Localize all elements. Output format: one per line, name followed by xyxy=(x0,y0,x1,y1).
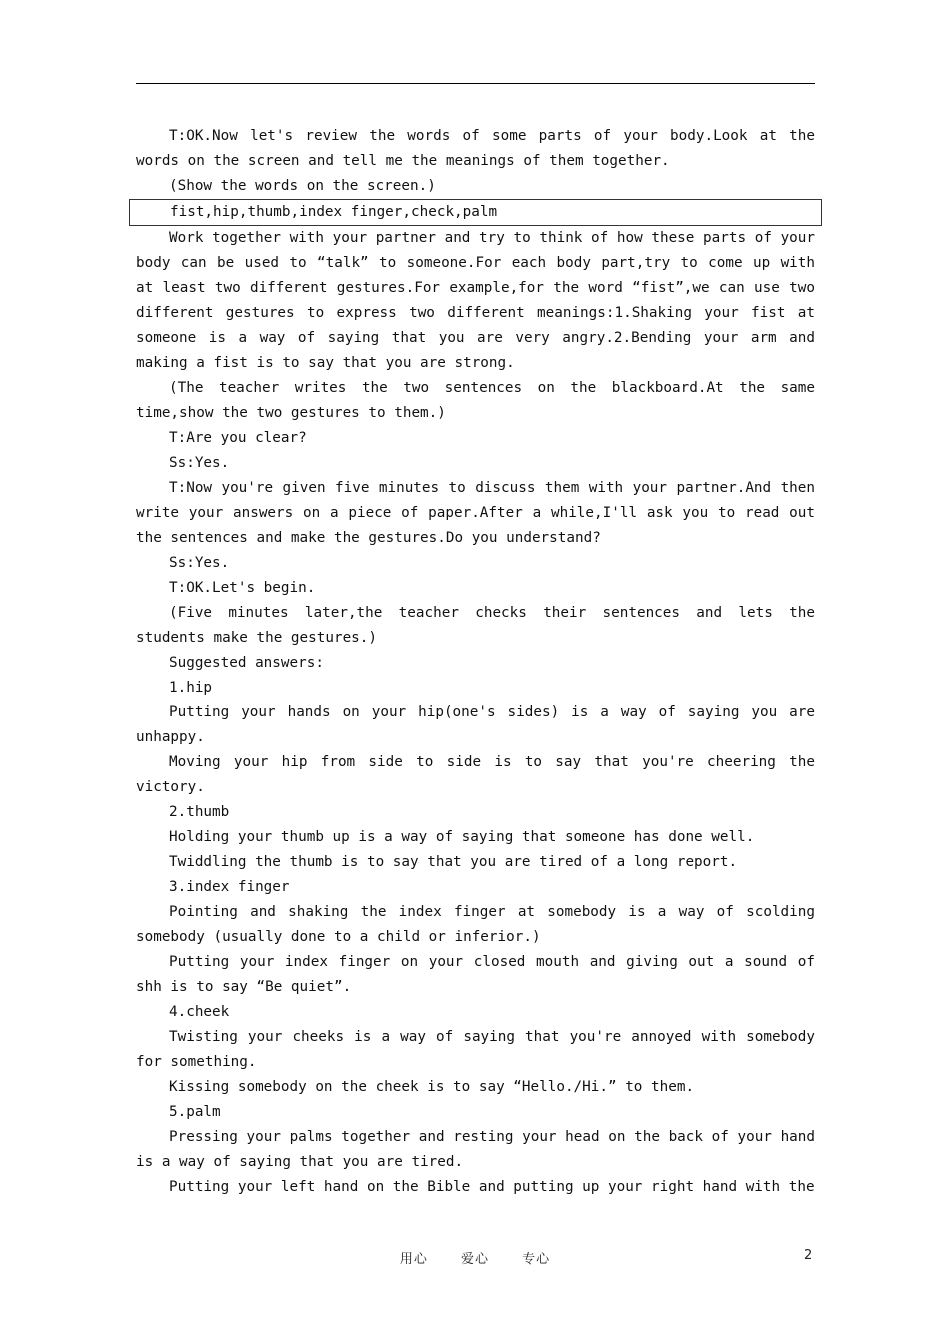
footer-motto-2: 爱心 xyxy=(460,1252,489,1267)
paragraph: Ss:Yes. xyxy=(169,454,230,471)
word-box-text: fist,hip,thumb,index finger,check,palm xyxy=(170,203,498,220)
paragraph: Pressing your palms together and resting your head on the back of your hand is a way of saying that you are tired. xyxy=(136,1128,815,1170)
paragraph-list xyxy=(136,226,815,1199)
paragraph: Ss:Yes. xyxy=(169,554,230,571)
paragraph: T:OK.Now let's review the words of some parts of your body.Look at the words on the screen and tell me the meanings of them together. xyxy=(136,128,815,169)
footer-motto-1: 用心 xyxy=(399,1252,428,1267)
paragraph: T:OK.Let's begin. xyxy=(169,579,316,596)
paragraph: Suggested answers: xyxy=(169,654,324,671)
paragraph: Putting your left hand on the Bible and putting up your right hand with the xyxy=(169,1178,815,1195)
paragraph: Putting your index finger on your closed mouth and giving out a sound of shh is to say “Be quiet”. xyxy=(136,954,815,995)
paragraph: T:Are you clear? xyxy=(169,429,307,446)
paragraph: (Show the words on the screen.) xyxy=(169,177,436,194)
paragraph: Putting your hands on your hip(one's sides) is a way of saying you are unhappy. xyxy=(136,704,815,746)
paragraph: 1.hip xyxy=(169,679,213,696)
paragraph: (Five minutes later,the teacher checks their sentences and lets the students make the gestures.) xyxy=(136,604,815,646)
paragraph: Kissing somebody on the cheek is to say “Hello./Hi.” to them. xyxy=(169,1078,695,1095)
paragraph: Work together with your partner and try to think of how these parts of your body can be used to “talk” to someone.For each body part,try to come up with at least two different gestures.For example,for the word “fist”,we can use two different gestures to express two different meanings:1.Shaking your fist at someone is a way of saying that you are very angry.2.Bending your arm and making a fist is to say that you are strong. xyxy=(136,230,815,372)
document-body xyxy=(136,124,815,1200)
page-number: 2 xyxy=(804,1248,813,1263)
paragraph: Moving your hip from side to side is to say that you're cheering the victory. xyxy=(136,754,815,796)
word-box xyxy=(129,199,822,227)
paragraph: T:Now you're given five minutes to discuss them with your partner.And then write your answers on a piece of paper.After a while,I'll ask you to read out the sentences and make the gestures.Do you understand? xyxy=(136,479,815,546)
paragraph: 3.index finger xyxy=(169,879,290,896)
paragraph: 5.palm xyxy=(169,1103,221,1120)
paragraph: (The teacher writes the two sentences on the blackboard.At the same time,show the two gestures to them.) xyxy=(136,380,815,422)
paragraph: 2.thumb xyxy=(169,804,230,821)
footer-motto-3: 专心 xyxy=(522,1252,551,1267)
paragraph: Twisting your cheeks is a way of saying that you're annoyed with somebody for something. xyxy=(136,1028,815,1070)
paragraph: Holding your thumb up is a way of saying that someone has done well. xyxy=(169,829,755,846)
header-rule xyxy=(136,83,815,84)
paragraph: Twiddling the thumb is to say that you are tired of a long report. xyxy=(169,854,738,871)
paragraph: 4.cheek xyxy=(169,1003,230,1020)
paragraph: Pointing and shaking the index finger at somebody is a way of scolding somebody (usually done to a child or inferior.) xyxy=(136,904,815,946)
